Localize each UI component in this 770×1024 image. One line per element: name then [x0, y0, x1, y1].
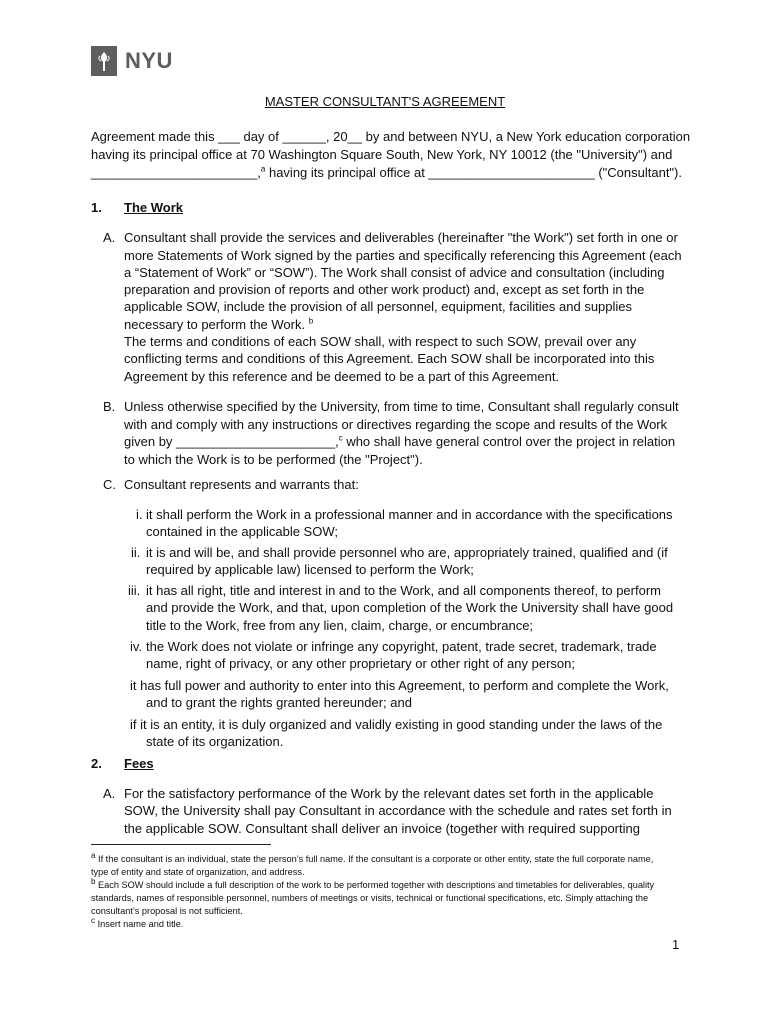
list-item: title to the Work, free from any lien, claim, charge, or encumbrance; — [146, 618, 534, 633]
section-2a-line: the applicable SOW. Consultant shall deliver an invoice (together with required supporting — [124, 821, 640, 836]
list-item: it is and will be, and shall provide personnel who are, appropriately trained, qualified and (if — [146, 545, 668, 560]
list-item-label: iv. — [130, 639, 143, 654]
list-item: and to grant the rights granted hereunder; and — [146, 695, 412, 710]
list-item: and provide the Work, and that, upon completion of the Work the University shall have good — [146, 600, 674, 615]
section-1b-line: Unless otherwise specified by the University, from time to time, Consultant shall regularly consult — [124, 399, 679, 414]
section-1a-line: preparation and provision of reports and other work product) and, except as set forth in the — [124, 282, 645, 297]
section-1b-line: to which the Work is to be performed (the "Project"). — [124, 452, 423, 467]
intro-line-1: Agreement made this ___ day of ______, 20__ by and between NYU, a New York education corporation — [91, 129, 691, 144]
section-1a-marker: A. — [103, 230, 116, 245]
footnote-ref-c: c — [338, 433, 343, 443]
section-1a-line: Consultant shall provide the services and deliverables (hereinafter "the Work") set forth in one or — [124, 230, 678, 245]
section-1a-line: more Statements of Work signed by the parties and specifically referencing this Agreement (each — [124, 248, 682, 263]
footnote-a-cont: type of entity and state of organization, and address. — [91, 867, 305, 877]
list-item: the Work does not violate or infringe any copyright, patent, trade secret, trademark, trade — [146, 639, 657, 654]
footnote-c: $^c$ Insert name and title. — [91, 915, 184, 929]
list-item: it shall perform the Work in a professional manner and in accordance with the specifications — [146, 507, 673, 522]
section-2a-line: SOW, the University shall pay Consultant in accordance with the schedule and rates set forth in — [124, 803, 672, 818]
section-1b-line: given by ______________________,$^c$ who shall have general control over the project in relation — [124, 433, 676, 449]
section-1-heading: The Work — [124, 200, 183, 215]
section-1c-intro: Consultant represents and warrants that: — [124, 477, 359, 492]
section-2a-marker: A. — [103, 786, 116, 801]
list-item-label: ii. — [131, 545, 141, 560]
list-item-label: i. — [136, 507, 143, 522]
document-title: MASTER CONSULTANT'S AGREEMENT — [264, 94, 506, 109]
section-1b-marker: B. — [103, 399, 116, 414]
page-number: 1 — [672, 937, 680, 952]
footnote-ref-a: a — [260, 164, 266, 174]
section-1a-line: Agreement by this reference and be deemed to be a part of this Agreement. — [124, 369, 560, 384]
footnote-a: $^a$ If the consultant is an individual, state the person’s full name. If the consultant is a corporate or other entity, state the full corporate name, — [91, 850, 654, 864]
section-1a-line: necessary to perform the Work. $^b$ — [124, 316, 314, 332]
section-1b-line: with and comply with any instructions or directives regarding the scope and results of the Work — [124, 417, 668, 432]
list-item: if it is an entity, it is duly organized and validly existing in good standing under the laws of the — [130, 717, 663, 732]
list-item: required by applicable law) licensed to perform the Work; — [146, 562, 474, 577]
intro-line-2: having its principal office at 70 Washington Square South, New York, NY 10012 (the "University") and — [91, 147, 673, 162]
list-item: contained in the applicable SOW; — [146, 524, 338, 539]
list-item-label: iii. — [128, 583, 141, 598]
section-1a-line: The terms and conditions of each SOW shall, with respect to such SOW, prevail over any — [124, 334, 637, 349]
footnote-divider — [91, 844, 271, 845]
section-1a-line: applicable SOW, include the provision of all personnel, equipment, facilities and supplies — [124, 299, 633, 314]
footnote-b-cont: consultant’s proposal is not sufficient. — [91, 906, 243, 916]
footnote-ref-b: b — [308, 316, 314, 326]
footnote-b: $^b$ Each SOW should include a full description of the work to be performed together with descriptions and timetables for deliverables, quality — [91, 876, 655, 890]
logo-text: NYU — [125, 48, 173, 73]
list-item: state of its organization. — [146, 734, 284, 749]
section-2-number: 2. — [91, 756, 102, 771]
section-1a-line: conflicting terms and conditions of this Agreement. Each SOW shall be incorporated into this — [124, 351, 655, 366]
list-item: it has all right, title and interest in and to the Work, and all components thereof, to perform — [146, 583, 661, 598]
torch-icon — [91, 46, 117, 76]
section-1c-marker: C. — [103, 477, 116, 492]
nyu-logo — [91, 44, 173, 78]
list-item: it has full power and authority to enter into this Agreement, to perform and complete the Work, — [130, 678, 669, 693]
footnote-b-cont: standards, names of responsible personnel, numbers of meetings or visits, technical or functional specifications, etc. Simply attaching the — [91, 893, 649, 903]
section-1a-line: a “Statement of Work” or “SOW”). The Work shall consist of advice and consultation (including — [124, 265, 665, 280]
section-2a-line: For the satisfactory performance of the Work by the relevant dates set forth in the applicable — [124, 786, 654, 801]
list-item: name, right of privacy, or any other proprietary or other right of any person; — [146, 656, 575, 671]
section-1-number: 1. — [91, 200, 102, 215]
section-2-heading: Fees — [124, 756, 154, 771]
intro-line-3: _______________________,$^a$ having its principal office at _______________________ ("Consultant"). — [91, 164, 682, 180]
